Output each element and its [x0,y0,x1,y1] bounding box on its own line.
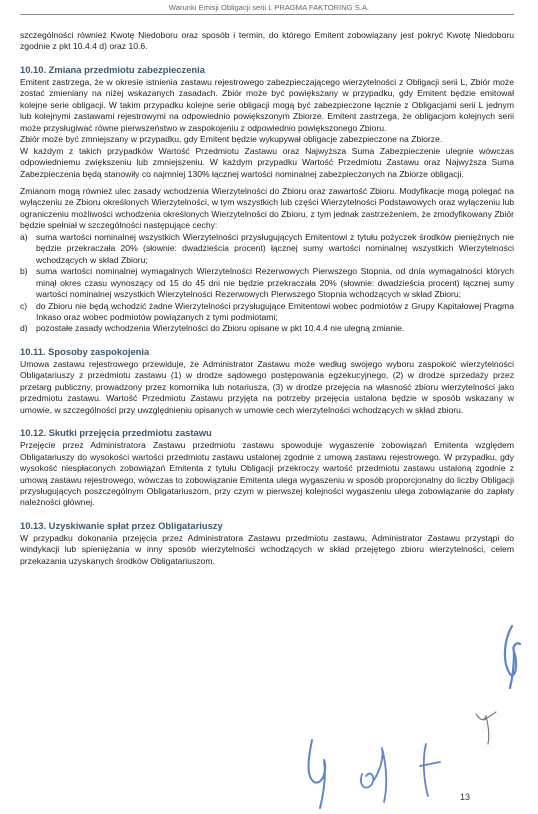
document-body [20,30,514,567]
section-10-10 [20,63,514,335]
header-rule [20,14,514,15]
section-10-13 [20,519,514,567]
paragraph: W każdym z takich przypadków Wartość Przedmiotu Zastawu oraz Najwyższa Suma Zabezpieczenie ulegnie wówczas odpowiedniemu zwiększeniu lub zmniejszeniu. W każdym przypadku Wartość Przedmiotu Zastawu oraz Najwyższa Suma Zabezpieczenia będą stanowiły co najmniej 130% łącznej wartości nominalnej zabezpieczonych na Zbiorze obligacji. [20,145,514,179]
list-item-text: pozostałe zasady wchodzenia Wierzytelności do Zbioru opisane w pkt 10.4.4 nie ulegną zmianie. [36,323,405,334]
intro-paragraph: szczególności również Kwotę Niedoboru oraz sposób i termin, do którego Emitent zobowiązany jest pokryć Kwotę Niedoboru zgodnie z pkt 10.4.4 d) oraz 10.6. [20,30,514,52]
paragraph: Emitent zastrzega, że w okresie istnienia zastawu rejestrowego zabezpieczającego wierzytelności z Obligacji serii L, Zbiór może zostać zmieniany na niżej wskazanych zasadach. Zbiór może być powiększany w przypadku, gdy Emitent będzie emitował kolejne serie obligacji. W takim przypadku kolejne serie obligacji mogą być zabezpieczone łącznie z Obligacjami serii L jednym lub kolejnymi zastawami rejestrowymi na odpowiednio powiększonym Zbiorze. Emitent zastrzega, że obligacjom kolejnych serii może przysługiwać równe pierwszeństwo w zaspokojeniu z odpowiednio powiększonego Zbioru. [20,76,514,133]
handwritten-initials-right [472,706,502,746]
list-marker: b) [20,266,28,277]
list-item [20,323,514,334]
list-marker: c) [20,300,28,311]
list-marker: d) [20,323,28,334]
margin-initial-signature [498,622,524,692]
list-item-text: suma wartości nominalnej wymagalnych Wierzytelności Rezerwowych Pierwszego Stopnia, od dnia wymagalności których minął okres czasu wynoszący od 15 do 45 dni nie będzie przekraczała 20% (słownie: dwadzieścia procent) łącznej sumy wartości nominalnej wszystkich Wierzytelności Rezerwowych Pierwszego Stopnia wchodzących w skład Zbioru; [36,266,514,300]
paragraph: Zmianom mogą również ulec zasady wchodzenia Wierzytelności do Zbioru oraz zawartość Zbioru. Modyfikacje mogą polegać na wyłączeniu ze Zbioru określonych Wierzytelności, w tym wszystkich lub części Wierzytelności Podstawowych oraz wyłączeniu lub ograniczeniu możliwości wchodzenia określonych Wierzytelności do Zbioru, z tym jednak zastrzeżeniem, że zmodyfikowany Zbiór będzie spełniał w szczególności następujące cechy: [20,185,514,231]
paragraph: Zbiór może być zmniejszany w przypadku, gdy Emitent będzie wykupywał obligacje zabezpieczone na Zbiorze. [20,134,443,145]
list-item [20,232,514,266]
list-item-text: do Zbioru nie będą wchodzić żadne Wierzytelności przysługujące Emitentowi wobec podmiotów z Grupy Kapitałowej Pragma Inkaso oraz wobec podmiotów powiązanych z tymi podmiotami; [36,300,514,322]
handwritten-signatures-bottom [300,730,470,814]
section-10-11 [20,345,514,416]
section-heading: 10.12. Skutki przejęcia przedmiotu zastawu [20,427,212,439]
list-marker: a) [20,231,28,242]
paragraph: W przypadku dokonania przejęcia przez Administratora Zastawu przedmiotu zastawu, Administrator Zastawu przystąpi do windykacji lub spieniężania w inny sposób wierzytelności wchodzących w skład przejętego zbioru wierzytelności, celem przekazania uzyskanych środków Obligatariuszom. [20,532,514,566]
header-title: Warunki Emisji Obligacji serii L PRAGMA FAKTORING S.A. [168,3,370,12]
list-item [20,266,514,300]
section-heading: 10.11. Sposoby zaspokojenia [20,345,150,357]
conditions-list [20,232,514,335]
section-heading: 10.10. Zmiana przedmiotu zabezpieczenia [20,63,205,75]
page-number: 13 [460,792,471,802]
paragraph: Umowa zastawu rejestrowego przewiduje, że Administrator Zastawu może według swojego wyboru zaspokoić wierzytelności Obligatariuszy z przedmiotu zastawu (1) w drodze sądowego postępowania egzekucyjnego, (2) w drodze sprzedaży przez przetarg publiczny, prowadzony przez komornika lub notariusza, (3) w drodze przejęcia na własność zbioru wierzytelności jako przedmiotu zastawu. Wartość Przedmiotu Zastawu przyjęta na potrzeby przejęcia ustalona będzie w sposób wskazany w umowie, w szczególności przy uwzględnieniu opisanych w umowie cech wierzytelności wchodzących w skład zbioru. [20,358,514,415]
section-heading: 10.13. Uzyskiwanie spłat przez Obligatariuszy [20,519,223,531]
list-item [20,301,514,324]
list-item-text: suma wartości nominalnej wszystkich Wierzytelności przysługujących Emitentowi z tytułu pożyczek środków pieniężnych nie będzie przekraczała 20% (słownie: dwadzieścia procent) łącznej sumy wartości nominalnej wszystkich Wierzytelności wchodzących w skład Zbioru; [36,231,514,265]
section-10-12 [20,426,514,509]
paragraph: Przejęcie przez Administratora Zastawu przedmiotu zastawu spowoduje wygaszenie zobowiązań Emitenta względem Obligatariuszy do wysokości wartości przedmiotu zastawu ustalonej zgodnie z umową zastawu rejestrowego. W przypadku, gdy wysokość niespłaconych zobowiązań Emitenta z tytułu Obligacji przekroczy wartość przedmiotu zastawu ustaloną zgodnie z umową zastawu rejestrowego, wówczas to zobowiązanie Emitenta ulega wygaszeniu w sposób proporcjonalny do liczby Obligacji przysługujących poszczególnym Obligatariuszom, przy czym w pierwszej kolejności wygaszeniu ulega zobowiązanie do zapłaty należności głównej. [20,440,514,508]
